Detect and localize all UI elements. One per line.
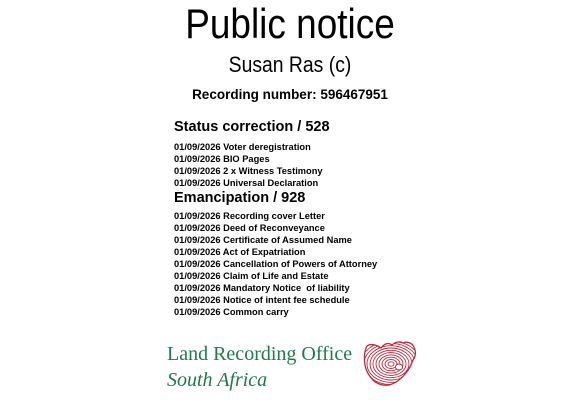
list-item: 01/09/2026 Cancellation of Powers of Attorney xyxy=(174,259,378,269)
section-items xyxy=(174,210,574,318)
list-item: 01/09/2026 Universal Declaration xyxy=(174,178,319,188)
notice-name: Susan Ras (c) xyxy=(228,52,352,77)
list-item: 01/09/2026 Recording cover Letter xyxy=(174,211,325,221)
list-item: 01/09/2026 Notice of intent fee schedule xyxy=(174,295,350,305)
list-item: 01/09/2026 BIO Pages xyxy=(174,154,270,164)
recording-number-label: Recording number: xyxy=(192,87,317,102)
notice-title: Public notice xyxy=(185,0,395,47)
section-items xyxy=(174,141,574,189)
list-item: 01/09/2026 Certificate of Assumed Name xyxy=(174,235,352,245)
office-country: South Africa xyxy=(167,369,268,391)
section-status-correction xyxy=(174,118,574,189)
recording-number-value: 596467951 xyxy=(320,87,388,102)
list-item: 01/09/2026 Mandatory Notice of liability xyxy=(174,283,350,293)
list-item: 01/09/2026 Act of Expatriation xyxy=(174,247,306,257)
list-item: 01/09/2026 Claim of Life and Estate xyxy=(174,271,329,281)
section-emancipation xyxy=(174,189,574,318)
section-heading: Status correction / 528 xyxy=(174,119,330,135)
recording-number-line xyxy=(0,87,580,103)
south-africa-map-fingerprint-icon xyxy=(362,340,420,388)
list-item: 01/09/2026 Deed of Reconveyance xyxy=(174,223,325,233)
list-item: 01/09/2026 2 x Witness Testimony xyxy=(174,166,323,176)
section-heading: Emancipation / 928 xyxy=(174,190,306,206)
list-item: 01/09/2026 Voter deregistration xyxy=(174,142,311,152)
list-item: 01/09/2026 Common carry xyxy=(174,307,289,317)
office-name: Land Recording Office xyxy=(167,343,353,365)
